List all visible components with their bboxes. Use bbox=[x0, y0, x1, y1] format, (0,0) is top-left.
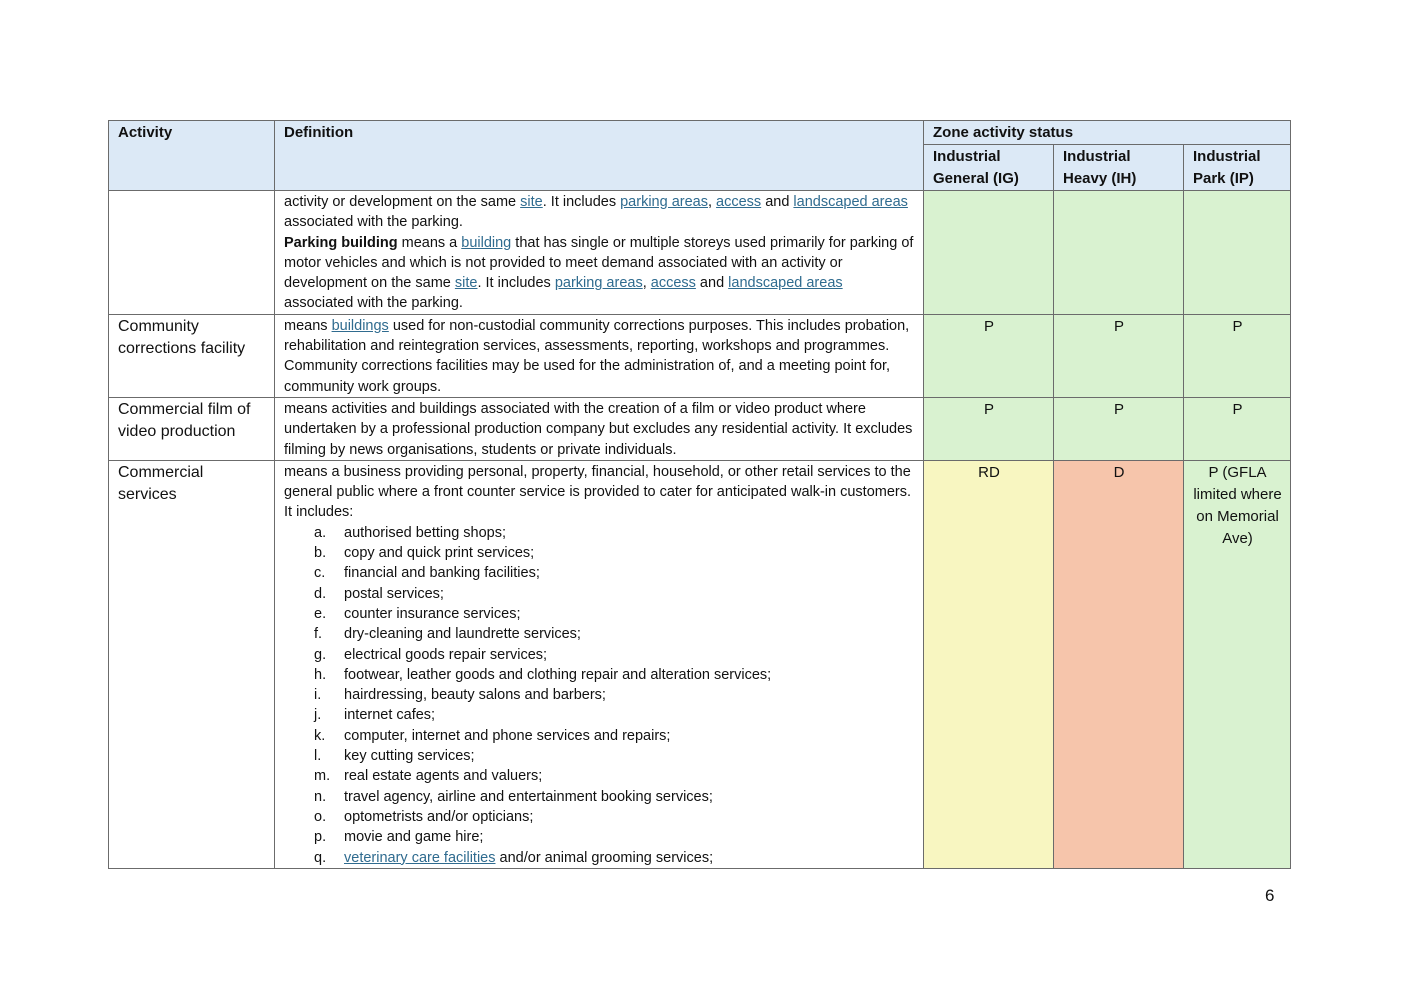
services-list bbox=[284, 523, 915, 848]
list-item: d. postal services; bbox=[314, 585, 444, 602]
ip-status-cell: P (GFLA limited where on Memorial Ave) bbox=[1184, 460, 1291, 868]
definition-header: Definition bbox=[275, 121, 924, 191]
ip-status-cell bbox=[1184, 191, 1291, 315]
ip-status-cell: P bbox=[1184, 314, 1291, 397]
list-item: p. movie and game hire; bbox=[314, 829, 484, 846]
list-item: j. internet cafes; bbox=[314, 707, 436, 724]
list-item: g. electrical goods repair services; bbox=[314, 646, 548, 663]
activity-cell: Community corrections facility bbox=[109, 314, 275, 397]
activity-cell: Commercial film of video production bbox=[109, 397, 275, 460]
ih-status-cell: P bbox=[1054, 314, 1184, 397]
definition-cell: means activities and buildings associated with the creation of a film or video product where undertaken by a professional production company but excludes any residential activity. It excludes filming by news organisations, students or private individuals. bbox=[275, 397, 924, 460]
list-item: h. footwear, leather goods and clothing repair and alteration services; bbox=[314, 666, 772, 683]
access-link[interactable]: access bbox=[650, 275, 696, 292]
ih-status-cell: P bbox=[1054, 397, 1184, 460]
services-intro: means a business providing personal, property, financial, household, or other retail services to the general public where a front counter service is provided to cater for anticipated walk-in customers. It includes: bbox=[284, 463, 912, 521]
list-item: i. hairdressing, beauty salons and barbers; bbox=[314, 687, 606, 704]
building-link[interactable]: building bbox=[461, 234, 512, 251]
list-item: n. travel agency, airline and entertainment booking services; bbox=[314, 788, 713, 805]
parking-areas-link[interactable]: parking areas bbox=[554, 275, 643, 292]
buildings-link[interactable]: buildings bbox=[331, 317, 389, 334]
table-row bbox=[109, 397, 1291, 460]
page-number: 6 bbox=[1265, 886, 1275, 905]
parking-areas-link[interactable]: parking areas bbox=[620, 194, 708, 210]
list-item: q. veterinary care facilities and/or animal grooming services; bbox=[314, 849, 714, 866]
list-item: m. real estate agents and valuers; bbox=[314, 768, 543, 785]
site-link[interactable]: site bbox=[454, 275, 478, 292]
ig-status-cell: P bbox=[924, 314, 1054, 397]
table-row bbox=[109, 314, 1291, 397]
parking-continuation: activity or development on the same site. It includes parking areas, access and landscaped areas associated with the parking. bbox=[284, 194, 908, 231]
parking-building-term: Parking building bbox=[284, 234, 398, 251]
activity-cell: Commercial services bbox=[109, 460, 275, 868]
ig-status-cell: P bbox=[924, 397, 1054, 460]
list-item: l. key cutting services; bbox=[314, 748, 475, 765]
list-item: c. financial and banking facilities; bbox=[314, 565, 540, 582]
table-row bbox=[109, 191, 1291, 315]
ih-header: Industrial Heavy (IH) bbox=[1054, 145, 1184, 191]
landscaped-areas-link[interactable]: landscaped areas bbox=[728, 275, 843, 292]
activity-cell bbox=[109, 191, 275, 315]
list-item: e. counter insurance services; bbox=[314, 605, 521, 622]
list-item: k. computer, internet and phone services and repairs; bbox=[314, 727, 671, 744]
list-item: a. authorised betting shops; bbox=[314, 524, 507, 541]
definition-cell: means buildings used for non-custodial community corrections purposes. This includes probation, rehabilitation and reintegration services, assessments, reporting, workshops and programmes. Community corrections facilities may be used for the administration of, and a meeting point for, community work groups. bbox=[275, 314, 924, 397]
landscaped-areas-link[interactable]: landscaped areas bbox=[793, 194, 908, 210]
ip-header: Industrial Park (IP) bbox=[1184, 145, 1291, 191]
access-link[interactable]: access bbox=[716, 194, 762, 210]
ig-status-cell bbox=[924, 191, 1054, 315]
list-item: f. dry-cleaning and laundrette services; bbox=[314, 626, 581, 643]
definition-cell bbox=[275, 191, 924, 315]
zone-activity-table bbox=[108, 120, 1291, 869]
list-item: o. optometrists and/or opticians; bbox=[314, 808, 534, 825]
zone-status-header: Zone activity status bbox=[924, 121, 1291, 145]
list-item: b. copy and quick print services; bbox=[314, 545, 535, 562]
activity-header: Activity bbox=[109, 121, 275, 191]
ih-status-cell: D bbox=[1054, 460, 1184, 868]
ih-status-cell bbox=[1054, 191, 1184, 315]
ip-status-cell: P bbox=[1184, 397, 1291, 460]
ig-status-cell: RD bbox=[924, 460, 1054, 868]
table-row bbox=[109, 460, 1291, 868]
veterinary-care-link[interactable]: veterinary care facilities bbox=[344, 849, 496, 866]
site-link[interactable]: site bbox=[520, 194, 543, 210]
parking-building-definition: Parking building means a building that has single or multiple storeys used primarily for parking of motor vehicles and which is not provided to meet demand associated with an activity or development on the same site. It includes parking areas, access and landscaped areas associated with the parking. bbox=[284, 234, 914, 312]
ig-header: Industrial General (IG) bbox=[924, 145, 1054, 191]
definition-cell bbox=[275, 460, 924, 868]
